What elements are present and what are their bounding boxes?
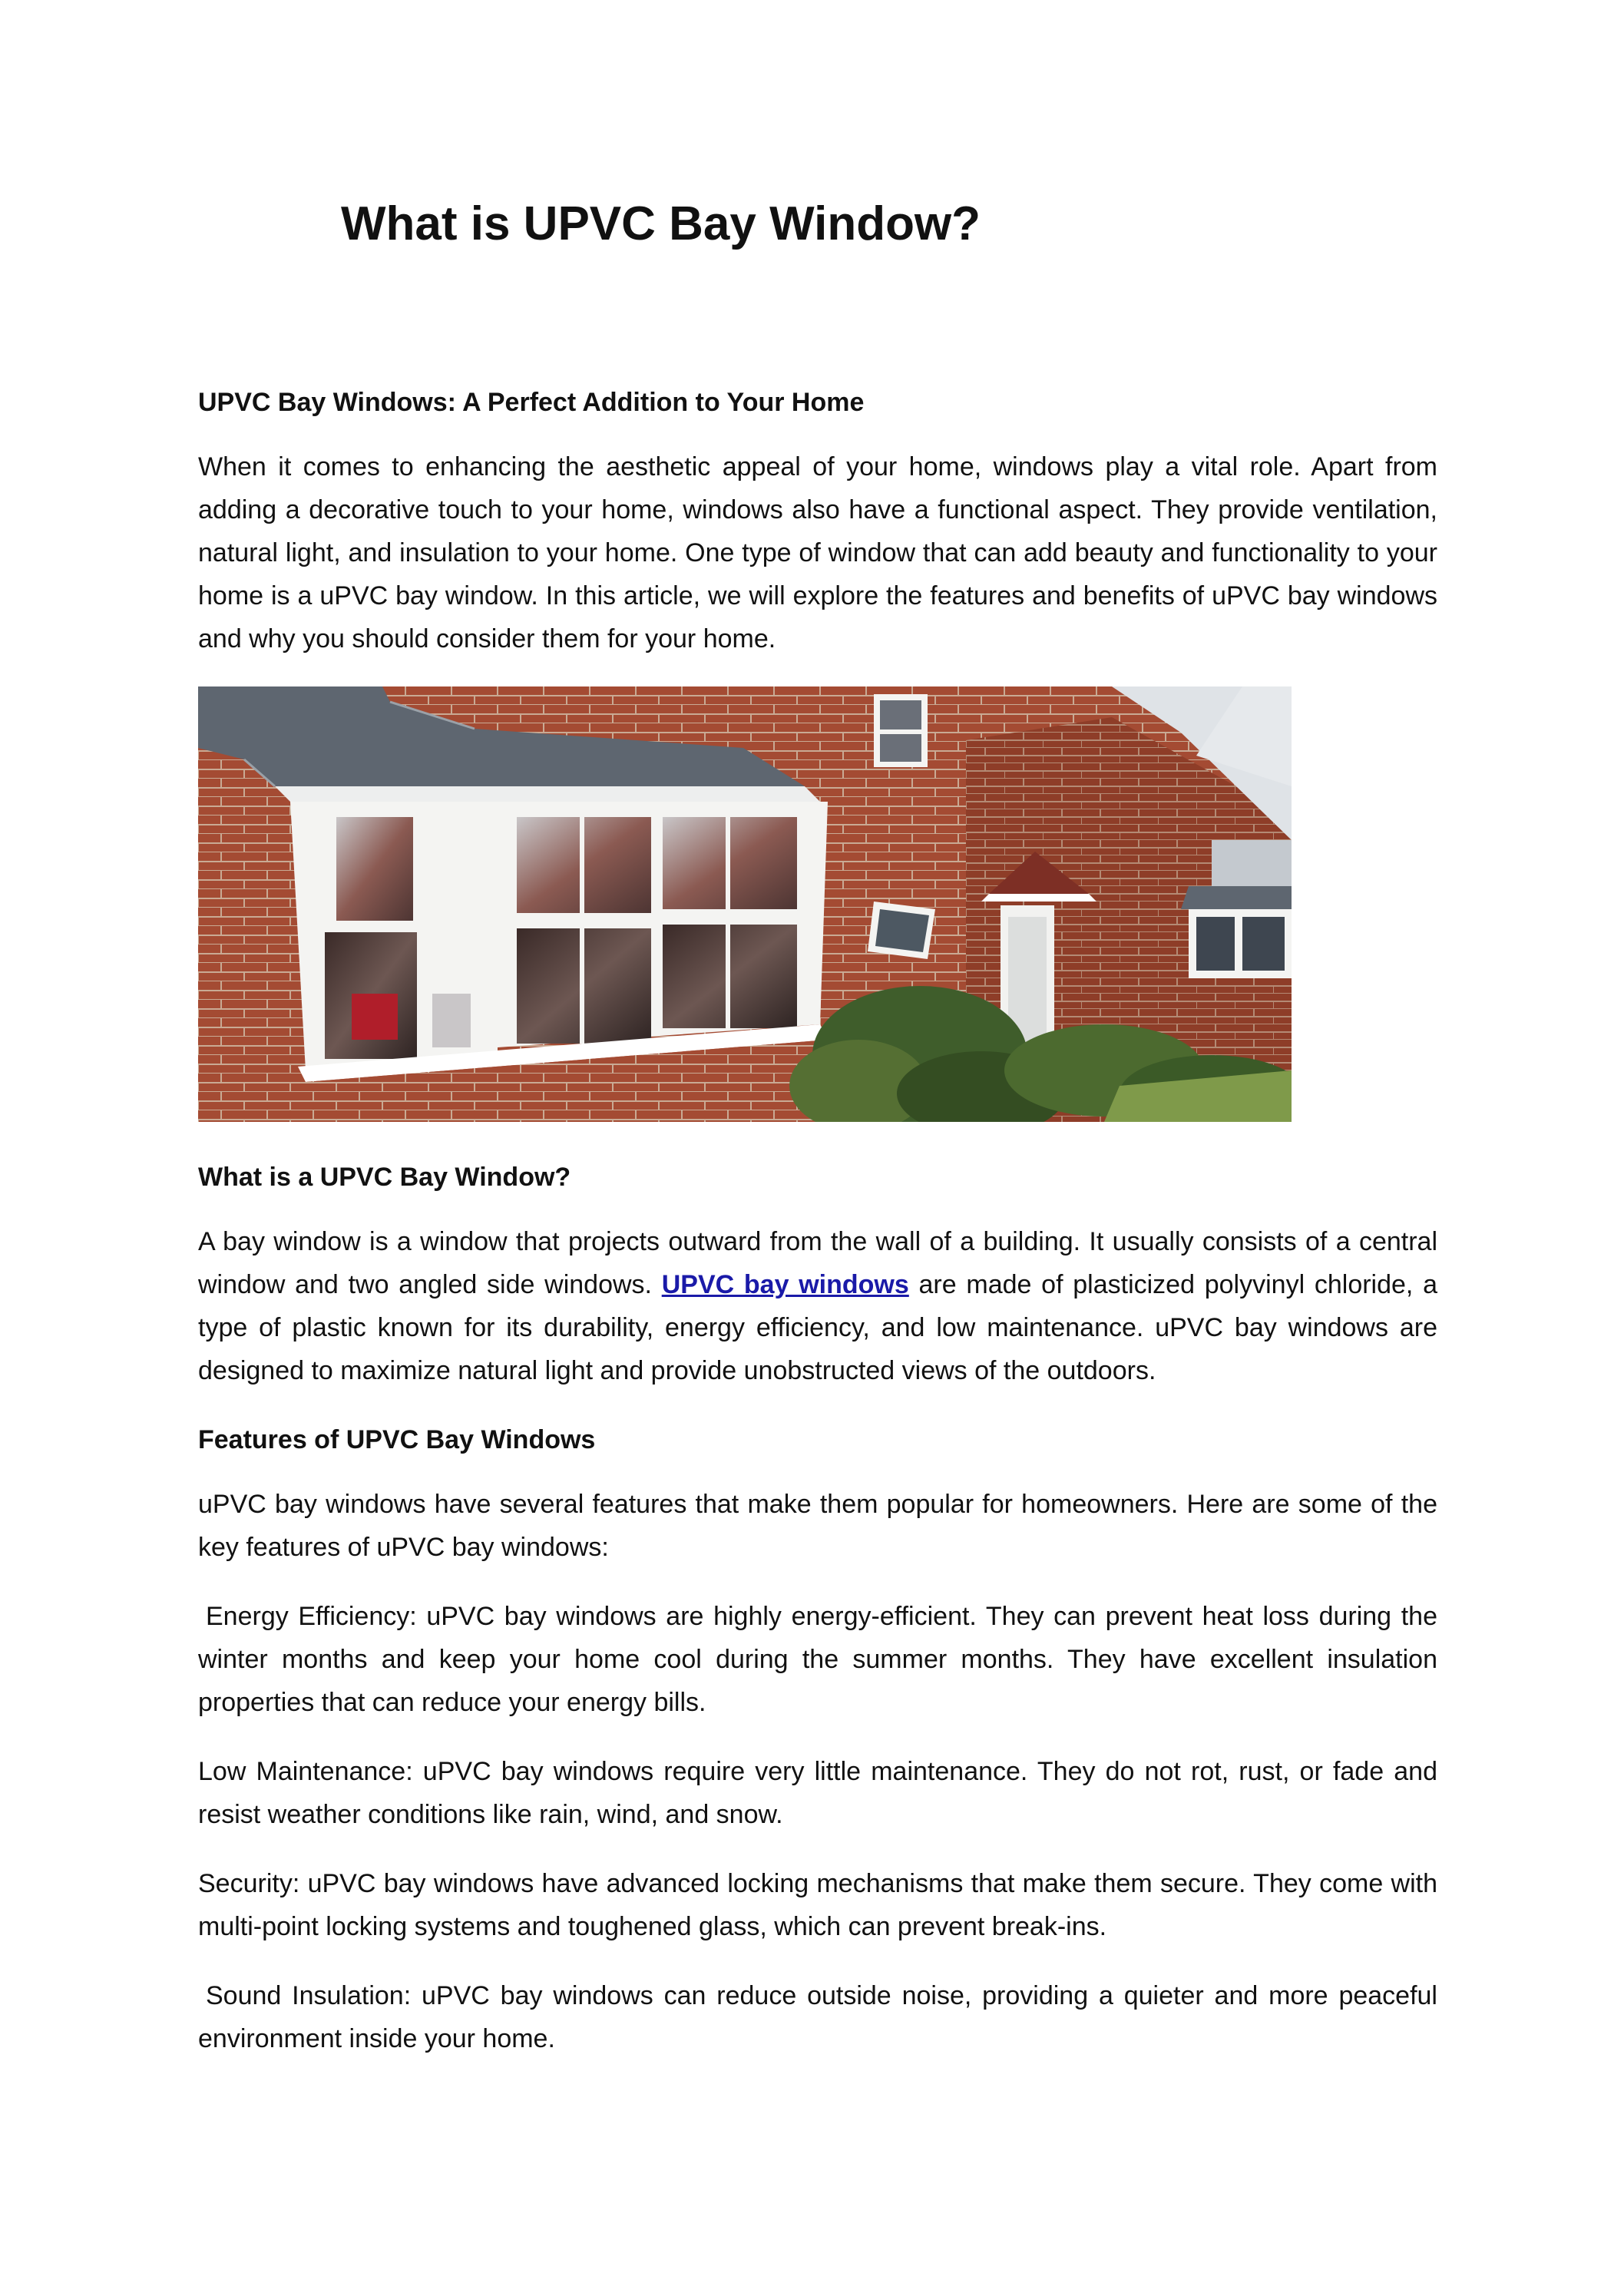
document-body — [198, 381, 1437, 2086]
house-bay-window-photo — [198, 686, 1292, 1122]
features-intro-paragraph: uPVC bay windows have several features that make them popular for homeowners. Here are some of the key features of uPVC bay windows: — [198, 1490, 1437, 1562]
section-heading-features: Features of UPVC Bay Windows — [198, 1425, 596, 1454]
page-title: What is UPVC Bay Window? — [341, 197, 981, 250]
feature-energy-efficiency: Energy Efficiency: uPVC bay windows are highly energy-efficient. They can prevent heat loss during the winter months and keep your home cool during the summer months. They have excellent insulation properties that can reduce your energy bills. — [198, 1602, 1437, 1717]
section-heading-intro: UPVC Bay Windows: A Perfect Addition to Your Home — [198, 388, 865, 417]
what-is-text-after-link: are made of plasticized polyvinyl chloride, a type of plastic known for its durability, energy efficiency, and low maintenance. uPVC bay windows are designed to maximize natural light and provide unobstructed views of the outdoors. — [198, 1270, 1438, 1385]
upvc-bay-windows-link[interactable]: UPVC bay windows — [661, 1270, 909, 1299]
intro-paragraph: When it comes to enhancing the aesthetic appeal of your home, windows play a vital role. Apart from adding a decorative touch to your home, windows also have a functional aspect. They provide ventilation, natural light, and insulation to your home. One type of window that can add beauty and functionality to your home is a uPVC bay window. In this article, we will explore the features and benefits of uPVC bay windows and why you should consider them for your home. — [198, 452, 1437, 653]
what-is-text-before-link: A bay window is a window that projects outward from the wall of a building. It usually consists of a central window and two angled side windows. — [198, 1227, 1437, 1299]
what-is-paragraph — [198, 1220, 1437, 1392]
feature-low-maintenance: Low Maintenance: uPVC bay windows require very little maintenance. They do not rot, rust, or fade and resist weather conditions like rain, wind, and snow. — [198, 1757, 1437, 1829]
feature-security: Security: uPVC bay windows have advanced locking mechanisms that make them secure. They come with multi-point locking systems and toughened glass, which can prevent break-ins. — [198, 1869, 1437, 1941]
section-heading-what-is: What is a UPVC Bay Window? — [198, 1163, 571, 1192]
feature-sound-insulation: Sound Insulation: uPVC bay windows can reduce outside noise, providing a quieter and more peaceful environment inside your home. — [198, 1981, 1437, 2053]
